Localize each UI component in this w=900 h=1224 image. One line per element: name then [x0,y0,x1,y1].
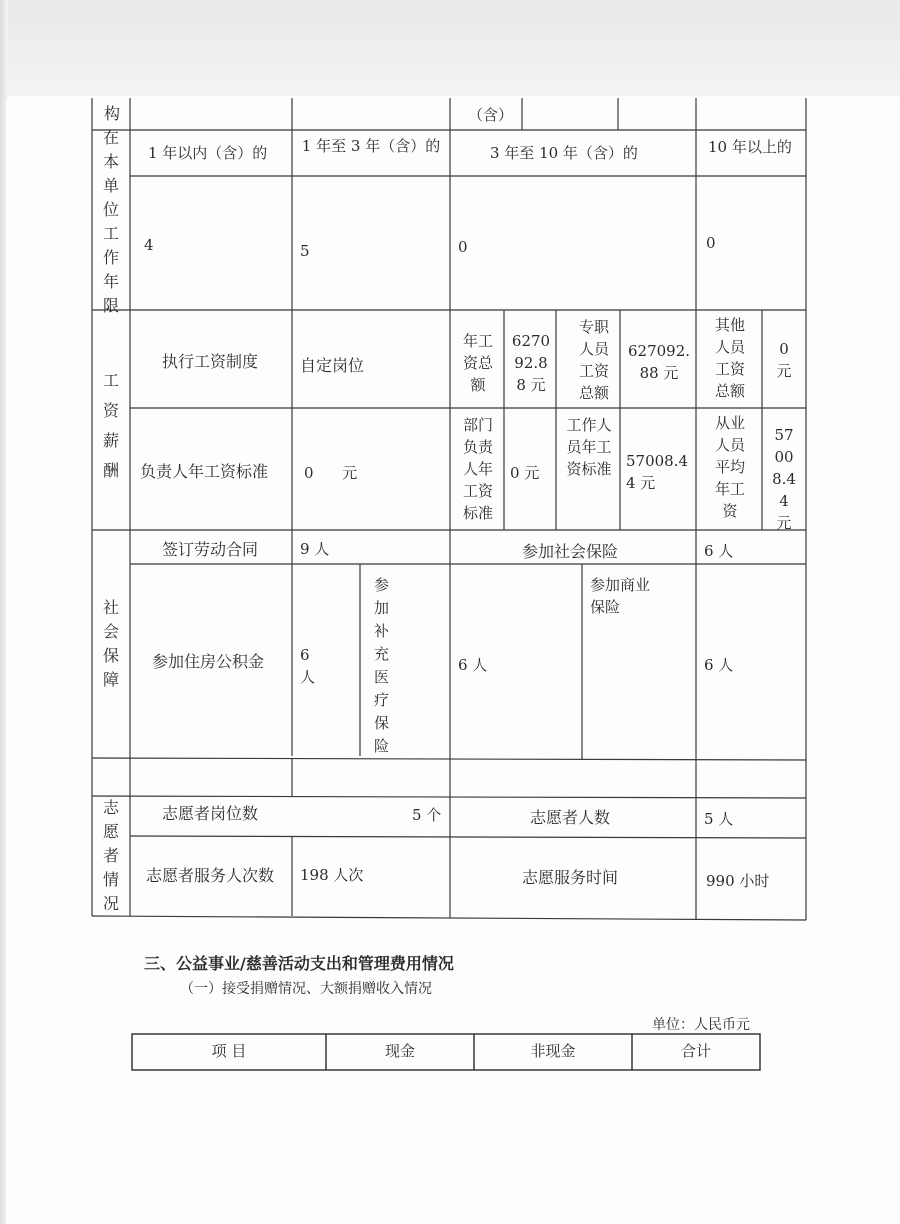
volunteer-section-label: 志愿者情况 [102,798,119,913]
service-time-value: 990 小时 [706,872,770,890]
insurance-value: 6 人 [704,542,734,560]
housing-fund-value: 6 人 [300,646,316,686]
service-count-label: 志愿者服务人次数 [146,866,275,885]
tenure-value-2: 5 [300,242,310,260]
head-std-label: 负责人年工资标准 [140,462,269,481]
tenure-value-4: 0 [706,234,716,252]
dept-head-value: 0 元 [510,464,540,482]
partial-cell-text: （含） [468,106,514,124]
volunteer-posts-label: 志愿者岗位数 [162,804,259,823]
donation-header-noncash: 非现金 [530,1042,576,1060]
other-total-label: 其他人员工资总额 [714,316,745,400]
donation-header-total: 合计 [680,1042,711,1060]
salary-system-value: 自定岗位 [300,356,365,375]
avg-wage-label: 从业人员平均年工资 [714,414,745,520]
annual-total-label: 年工资总额 [462,332,493,394]
avg-wage-value: 57008.44 元 [772,426,796,532]
medical-insurance-label: 参加补充医疗保险 [374,576,390,755]
tenure-section-label: 在本单位工作年限 [102,128,119,315]
social-section-label: 社会保障 [102,598,119,689]
contract-value: 9 人 [300,540,330,558]
donation-header-item: 项 目 [211,1042,247,1060]
donation-header-cash: 现金 [384,1042,415,1060]
section-char-top: 构 [104,104,121,123]
tenure-header-2: 1 年至 3 年（含）的 [301,137,441,155]
service-time-label: 志愿服务时间 [522,868,619,887]
service-count-value: 198 人次 [300,866,364,884]
tenure-header-1: 1 年以内（含）的 [148,144,268,162]
salary-system-label: 执行工资制度 [162,352,259,371]
dept-head-label: 部门负责人年工资标准 [462,416,493,522]
staff-std-label: 工作人员年工资标准 [566,416,612,478]
staff-std-value: 57008.44 元 [626,452,689,492]
section3-subtitle: （一）接受捐赠情况、大额捐赠收入情况 [180,981,432,997]
tenure-value-3: 0 [458,238,468,256]
commercial-insurance-label: 参加商业保险 [590,576,651,616]
tenure-header-4: 10 年以上的 [708,138,792,156]
annual-total-value: 627092.88 元 [511,332,551,394]
volunteer-count-label: 志愿者人数 [530,808,611,827]
volunteer-count-value: 5 人 [704,810,734,828]
other-total-value: 0 元 [776,340,792,380]
commercial-insurance-value: 6 人 [704,656,734,674]
unit-label: 单位：人民币元 [652,1017,750,1033]
insurance-label: 参加社会保险 [522,542,619,561]
salary-section-label: 工资薪酬 [102,371,119,480]
fulltime-total-label: 专职人员工资总额 [578,318,609,402]
fulltime-total-value: 627092.88 元 [627,342,691,382]
section3-title: 三、公益事业/慈善活动支出和管理费用情况 [144,954,454,973]
contract-label: 签订劳动合同 [162,540,259,559]
housing-fund-label: 参加住房公积金 [152,652,265,671]
medical-insurance-value: 6 人 [458,656,488,674]
tenure-value-1: 4 [144,236,154,254]
volunteer-posts-value: 5 个 [412,806,442,824]
tenure-header-3: 3 年至 10 年（含）的 [490,144,638,162]
head-std-value: 0 元 [304,464,358,482]
